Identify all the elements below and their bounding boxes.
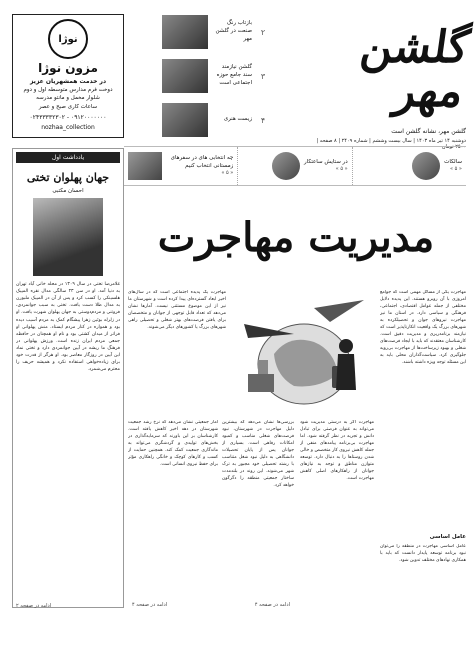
teaser-photo (128, 152, 162, 180)
ad-phone: ۰۹۱۲۰۰۰۰۰۰۰ - ۰۲۴۳۳۳۳۲۳۰۲ (29, 113, 107, 121)
teaser-text: بازتاب رنگ صنعت در گلشن مهر (215, 20, 252, 42)
author-photo (162, 59, 208, 93)
teaser-text: گلشن نیازمند سند جامع حوزه اجتماعی است (216, 64, 252, 86)
issue-info: دوشنبه ۱۴ تیر ماه ۱۴۰۳ | سال بیست وششم | شماره ۲۴۰۹ | ۸ صفحه | ۲۵۰۰ تومان (316, 138, 466, 150)
teaser-headline: چه انتخابی های در سفرهای زمستانی انتخاب کنیم (170, 154, 234, 169)
main-headline: مدیریت مهاجرت (157, 214, 435, 261)
masthead (306, 8, 473, 150)
tagline: گلشن مهر، نشانه گلشن است (391, 128, 466, 135)
teaser-text: زیست هنری (223, 116, 252, 123)
page-number: ۴ (260, 115, 266, 125)
author-teaser[interactable] (162, 56, 270, 96)
article-column: بررسی‌ها نشان می‌دهد که بیشترین دلیل مهاجرت در شهرستان، نبود فرصت‌های شغلی مناسب و کمبود امکانات رفاهی است. بسیاری از جوانان پس از پایان تحصیلات دانشگاهی به دلیل نبود شغل متناسب با رشته تحصیلی خود مجبور به ترک شهر می‌شوند. این روند در بلندمدت ساختار جمعیتی منطقه را دگرگون خواهد کرد. (222, 420, 294, 488)
teaser-page: « ۵ » (450, 166, 462, 173)
article-body (128, 290, 466, 608)
teaser-item[interactable] (352, 147, 466, 185)
sidebar-column (12, 148, 124, 608)
author-teasers (162, 12, 270, 144)
page-number: ۲ (260, 27, 266, 37)
migration-illustration (234, 294, 374, 416)
sidebar-body: غلامرضا تختی در سال ۱۳۰۹ در محله خانی آباد تهران به دنیا آمد. او در سن ۲۳ سالگی مدال نقره المپیک هلسینکی را کسب کرد و پس از آن در المپیک ملبورن به مدال طلا دست یافت. تختی به سبب جوانمردی، فروتنی و مردم‌دوستی به جهان پهلوان شهرت یافت. او در زلزله بوئین زهرا پیشگام کمک به مردم آسیب دیده بود و همواره در کنار مردم ایستاد. منش پهلوانی او فراتر از میدان کشتی بود و نام او همچنان در حافظه جمعی مردم ایران زنده است. ورزش پهلوانی در فرهنگ ما ریشه در آیین جوانمردی دارد و تختی نماد این آیین در روزگار معاصر بود. او هرگز از قدرت خود برای زیاده‌خواهی استفاده نکرد و همیشه حریف را محترم می‌شمرد. (16, 282, 120, 373)
teaser-page: « ۵ » (221, 170, 234, 177)
subheading: عامل اساسی (429, 534, 466, 540)
article-intro: مهاجرت یک پدیده اجتماعی است که در سال‌های اخیر ابعاد گسترده‌ای پیدا کرده است و شهرستان ما نیز از این موضوع مستثنی نیست. آمارها نشان می‌دهد که تعداد قابل توجهی از جوانان و متخصصان برای یافتن فرصت‌های بهتر شغلی و تحصیلی راهی شهرهای بزرگ یا کشورهای دیگر می‌شوند. (128, 290, 226, 330)
teaser-photo (272, 152, 300, 180)
ad-logo: نوژا (48, 19, 88, 59)
teaser-item[interactable] (124, 147, 237, 185)
teaser-item[interactable] (237, 147, 351, 185)
article-column: عامل اساسی مهاجرت در منطقه را می‌توان نبود برنامه توسعه پایدار دانست که باید با همکاری نهادهای مختلف تدوین شود. (380, 544, 466, 563)
continued-label: ادامه در صفحه ۴ (132, 602, 168, 608)
author-photo (162, 15, 208, 49)
author-teaser[interactable] (162, 100, 270, 140)
teaser-photo (412, 152, 440, 180)
ad-line: ساعات کاری صبح و عصر (38, 103, 98, 110)
article-column: آمار جمعیتی نشان می‌دهد که نرخ رشد جمعیت شهرستان در دهه اخیر کاهش یافته است. کارشناسان بر این باورند که سرمایه‌گذاری در بخش‌های تولیدی و گردشگری می‌تواند به ماندگاری جمعیت کمک کند. همچنین حمایت از کسب و کارهای کوچک و خانگی راهکاری مؤثر برای حفظ نیروی انسانی است. (128, 420, 218, 467)
page-number: ۳ (260, 71, 266, 81)
ad-line: شلوار مخمل و مانتو مدرسه (36, 95, 100, 102)
ad-title: مزون نوژا (38, 61, 98, 75)
continued-label: ادامه در صفحه ۴ (254, 602, 290, 608)
newspaper-logo: گلشن مهر (357, 22, 473, 117)
continued-label: ادامه در صفحه ۲ (16, 603, 52, 609)
ad-line: دوخت فرم مدارس متوسطه اول و دوم (23, 87, 113, 93)
ad-handle: nozhaa_collection (41, 123, 95, 131)
teaser-page: « ۵ » (335, 166, 348, 173)
sidebar-author: احسان مکتبی (52, 188, 84, 194)
sidebar-title: جهان پهلوان تختی (26, 171, 110, 184)
teaser-headline: سالکات (444, 158, 462, 165)
teaser-headline: در ستایش ساعتکار (303, 158, 348, 165)
article-column: مهاجرت اگر به درستی مدیریت شود می‌تواند به عنوان فرصتی برای تبادل دانش و تجربه در نظر گرفته شود. اما مهاجرت بی‌برنامه پیامدهای منفی از جمله کاهش نیروی کار متخصص و خالی شدن روستاها را به دنبال دارد. توسعه متوازن مناطق و توجه به نیازهای جوانان از راهکارهای اصلی کاهش مهاجرت است. (300, 420, 374, 481)
teaser-row (124, 146, 466, 186)
ad-subtitle: در خدمت همشهریان عزیز (29, 78, 107, 85)
article-column: مهاجرت یکی از مسائل مهمی است که جوامع امروزی با آن روبرو هستند. این پدیده دلایل مختلفی از جمله عوامل اقتصادی، اجتماعی، فرهنگی و سیاسی دارد. در استان ما نیز مهاجرت نیروهای جوان و تحصیلکرده به شهرهای بزرگ یک واقعیت انکارناپذیر است که نیازمند برنامه‌ریزی و مدیریت دقیق است. کارشناسان معتقدند که باید با ایجاد فرصت‌های شغلی و بهبود زیرساخت‌ها از مهاجرت بی‌رویه جلوگیری کرد. سیاست‌گذاران محلی باید به این مسئله توجه ویژه داشته باشند. (380, 290, 466, 365)
author-photo (162, 103, 208, 137)
advertisement-box (12, 14, 124, 138)
section-tag: یادداشت اول (16, 152, 120, 163)
sidebar-photo (33, 198, 103, 276)
author-teaser[interactable] (162, 12, 270, 52)
